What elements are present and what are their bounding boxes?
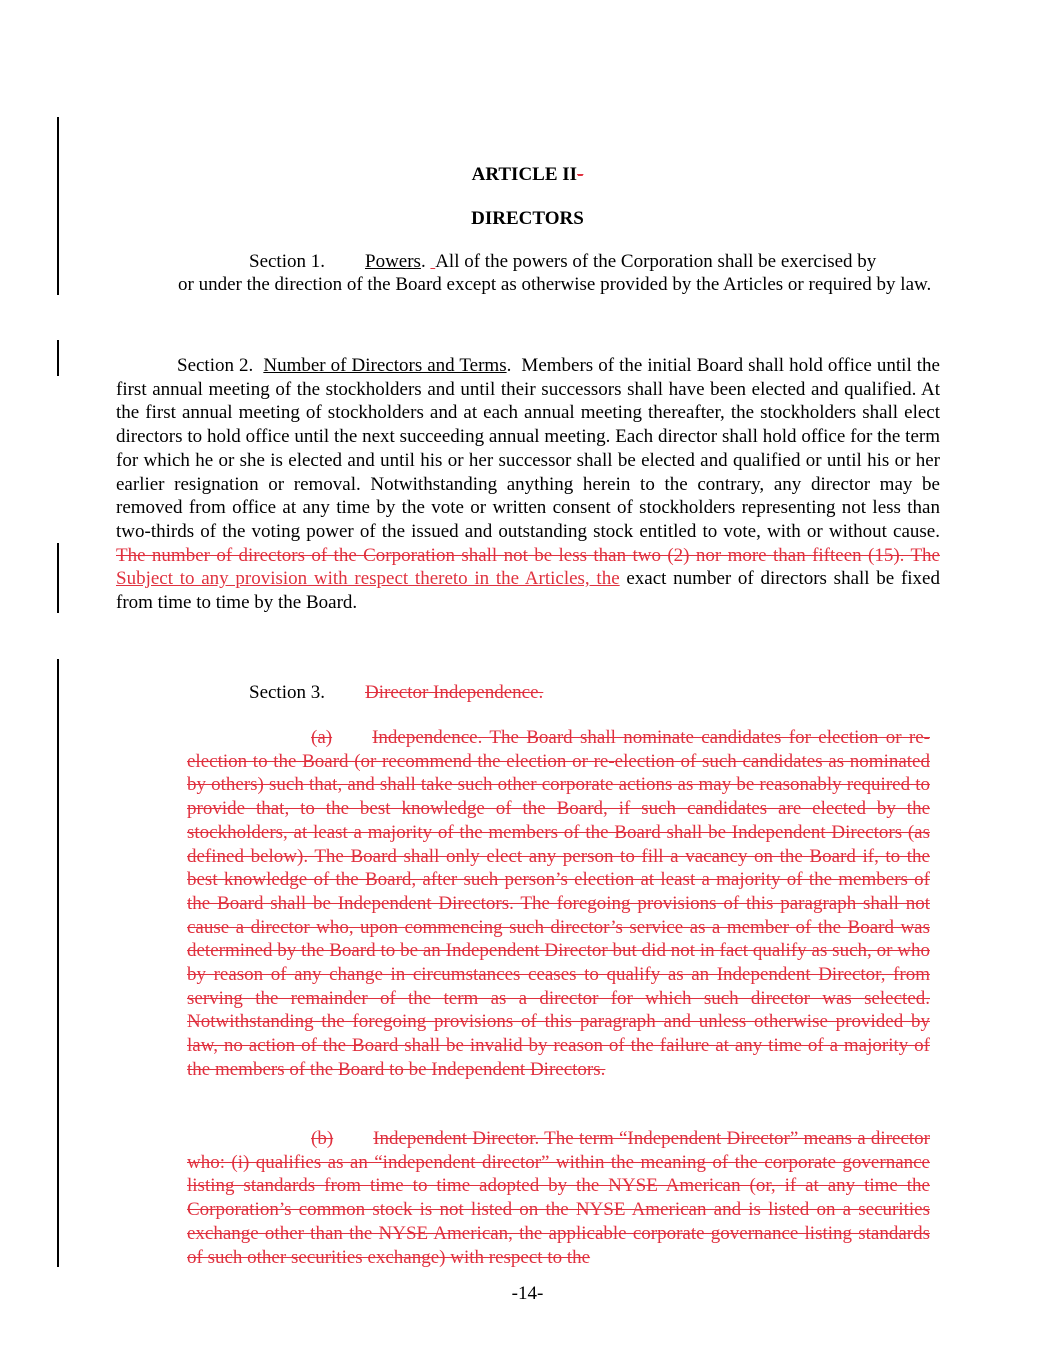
para-a-heading: Independence: [372, 727, 478, 748]
section-2-heading: Number of Directors and Terms: [263, 355, 507, 376]
section-3-heading: Director Independence.: [365, 682, 544, 703]
section-2-deleted-text: The number of directors of the Corporation shall not be less than two (2) nor more than fifteen (15). The: [116, 544, 940, 566]
change-bar: [57, 543, 59, 613]
para-a-text: . The Board shall nominate candidates for election or re-election to the Board (or recommend the election or re-election of such candidates as nominated by others) such that, and shall take such other corporate actions as may be reasonably required to provide that, to the best knowledge of the Board, if such candidates are elected by the stockholders, at least a majority of the members of the Board shall be Independent Directors (as defined below). The Board shall only elect any person to fill a vacancy on the Board if, to the best knowledge of the Board, after such person’s election at least a majority of the members of the Board shall be Independent Directors. The foregoing provisions of this paragraph shall not cause a director who, upon commencing such director’s service as a member of the Board was determined by the Board to be an Independent Director but did not in fact qualify as such, or who by reason of any change in circumstances ceases to qualify as an Independent Director, from serving the remainder of the term as a director for which such director was selected. Notwithstanding the foregoing provisions of this paragraph and unless otherwise provided by law, no action of the Board shall be invalid by reason of the failure at any time of a majority of the members of the Board to be Independent Directors.: [187, 727, 930, 1080]
deleted-tab: [325, 682, 365, 703]
article-subtitle: DIRECTORS: [471, 208, 584, 229]
section-2-inserted-text: Subject to any provision with respect thereto in the Articles, the: [116, 568, 620, 590]
article-title-text: ARTICLE II: [471, 164, 578, 185]
section-2-paragraph: Section 2. Number of Directors and Terms. Members of the initial Board shall hold office until the first annual meeting of the stockholders and until their successors shall have been elected and qualified. At the first annual meeting of stockholders and at each annual meeting thereafter, the stockholders shall elect directors to hold office until the next succeeding annual meeting. Each director shall hold office for the term for which he or she is elected and until his or her successor shall be elected and qualified or until his or her earlier resignation or removal. Notwithstanding anything herein to the contrary, any director may be removed from office at any time by the vote or written consent of stockholders representing not less than two-thirds of the voting power of the issued and outstanding stock entitled to vote, with or without cause. The number of directors of the Corporation shall not be less than two (2) nor more than fifteen (15). The Subject to any provision with respect thereto in the Articles, the exact number of directors shall be fixed from time to time by the Board.: [116, 355, 940, 614]
para-b-marker: (b): [311, 1128, 334, 1149]
section-3-para-b: (b) Independent Director. The term “Independent Director” means a director who: (i) qualifies as an “independent director” within the meaning of the corporate governance listing standards from time to time adopted by the NYSE American (or, if at any time the Corporation’s common stock is not listed on the NYSE American and is listed on a securities exchange other than the NYSE American, the applicable corporate governance listing standards of such other securities exchange) with respect to the: [187, 1128, 931, 1268]
section-1-line-1: Section 1. Powers. All of the powers of the Corporation shall be exercised by: [249, 251, 877, 272]
change-bar: [57, 117, 59, 295]
section-2-label: Section 2.: [177, 355, 254, 376]
section-1-text-b: or under the direction of the Board except as otherwise provided by the Articles or required by law.: [178, 274, 932, 295]
page-number: -14-: [511, 1283, 544, 1304]
section-3-label: Section 3.: [249, 682, 325, 703]
para-b-term: Independent Director: [627, 1128, 790, 1149]
deleted-tab: [325, 251, 365, 272]
section-3-para-a: [187, 726, 930, 1082]
change-bar: [57, 340, 59, 376]
section-1-label: Section 1.: [249, 251, 325, 272]
article-title: [0, 163, 1055, 187]
section-2-tail: exact number of directors shall be fixed from time to time by the Board.: [116, 568, 940, 614]
para-b-heading: Independent Director: [373, 1128, 535, 1149]
para-a-marker: (a): [311, 727, 333, 748]
section-2-body: Members of the initial Board shall hold office until the first annual meeting of the stockholders and until their successors shall have been elected and qualified. At the first annual meeting of stockholders and at each annual meeting thereafter, the stockholders shall elect directors to hold office until the next succeeding annual meeting. Each director shall hold office for the term for which he or she is elected and until his or her successor shall be elected and qualified or until his or her earlier resignation or removal. Notwithstanding anything herein to the contrary, any director may be removed from office at any time by the vote or written consent of stockholders representing not less than two-thirds of the voting power of the issued and outstanding stock entitled to vote, with or without cause.: [116, 355, 940, 542]
section-3-heading-line: [249, 681, 543, 705]
section-1-text-a: All of the powers of the Corporation shall be exercised by: [435, 251, 877, 272]
deleted-marker: -: [577, 164, 584, 185]
para-b-text: ” means a director who: (i) qualifies as an “independent director” within the meaning of the corporate governance listing standards from time to time adopted by the NYSE American (or, if at any time the Corporation’s common stock is not listed on the NYSE American and is listed on a securities exchange other than the NYSE American, the applicable corporate governance listing standards of such other securities exchange) with respect to the: [187, 1128, 931, 1268]
change-bar: [57, 659, 59, 1267]
section-1-continuation: [116, 273, 940, 297]
section-1-heading: Powers: [365, 251, 421, 272]
